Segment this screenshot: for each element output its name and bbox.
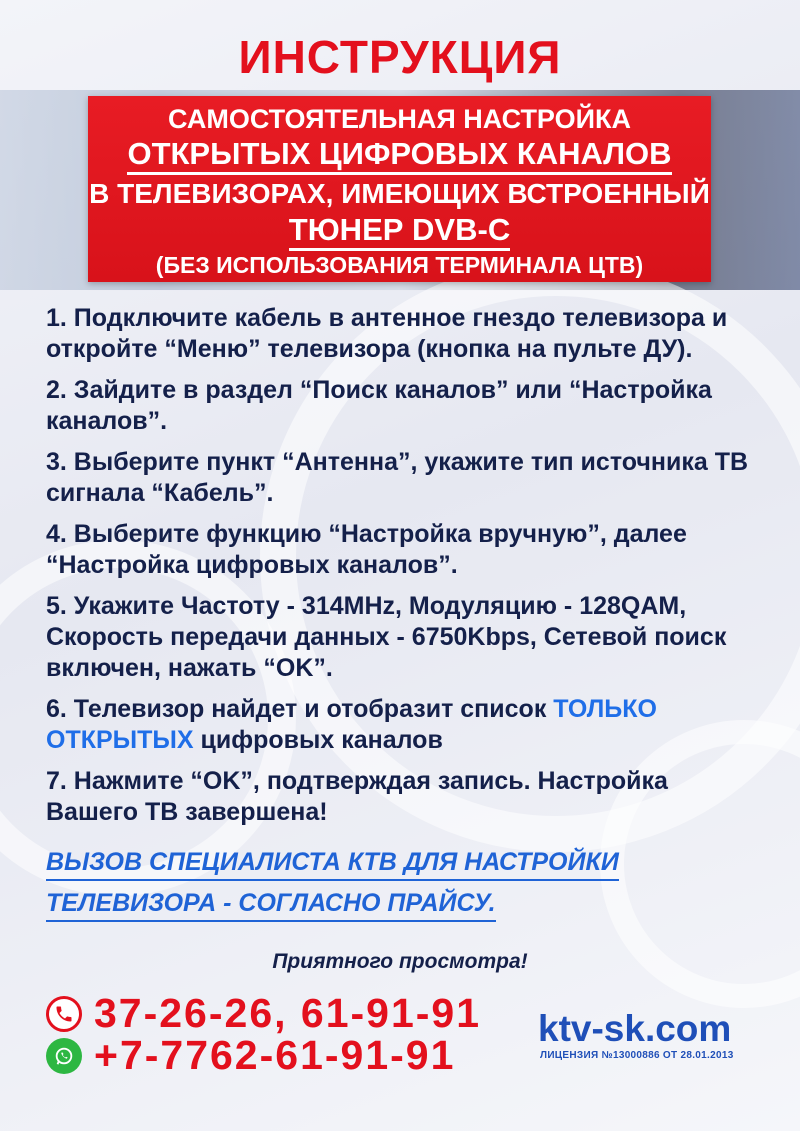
banner-line-1: САМОСТОЯТЕЛЬНАЯ НАСТРОЙКА	[168, 104, 631, 134]
highlight-open-channels: ТОЛЬКО ОТКРЫТЫХ	[46, 695, 657, 754]
phone-icon	[46, 996, 82, 1032]
banner-line-4: ТЮНЕР DVB-C	[88, 212, 711, 248]
step-1: 1. Подключите кабель в антенное гнездо телевизора и откройте “Меню” телевизора (кнопка на пульте ДУ).	[46, 304, 728, 363]
step-4: 4. Выберите функцию “Настройка вручную”, далее “Настройка цифровых каналов”.	[46, 520, 687, 579]
closing-wish: Приятного просмотра!	[272, 950, 528, 973]
banner-line-5: (БЕЗ ИСПОЛЬЗОВАНИЯ ТЕРМИНАЛА ЦТВ)	[155, 252, 644, 278]
banner-line-2: ОТКРЫТЫХ ЦИФРОВЫХ КАНАЛОВ	[88, 136, 711, 172]
cta-line-1: ВЫЗОВ СПЕЦИАЛИСТА КТВ ДЛЯ НАСТРОЙКИ	[46, 848, 619, 881]
website-link[interactable]: ktv-sk.com	[538, 1008, 732, 1049]
step-6: 6. Телевизор найдет и отобразит список ТОЛЬКО ОТКРЫТЫХ цифровых каналов	[46, 695, 657, 754]
page-title: ИНСТРУКЦИЯ	[238, 31, 562, 83]
step-5: 5. Укажите Частоту - 314MHz, Модуляцию - 128QAM, Скорость передачи данных - 6750Kbps, Сетевой поиск включен, нажать “OK”.	[46, 592, 727, 682]
step-3: 3. Выберите пункт “Антенна”, укажите тип источника ТВ сигнала “Кабель”.	[46, 448, 749, 507]
whatsapp-number[interactable]: +7-7762-61-91-91	[94, 1032, 456, 1078]
phone-contact[interactable]	[46, 990, 481, 1037]
whatsapp-icon	[46, 1038, 82, 1074]
license-text: ЛИЦЕНЗИЯ №13000886 ОТ 28.01.2013	[540, 1050, 734, 1061]
step-2: 2. Зайдите в раздел “Поиск каналов” или “Настройка каналов”.	[46, 376, 712, 435]
whatsapp-contact[interactable]	[46, 1032, 455, 1079]
step-7: 7. Нажмите “OK”, подтверждая запись. Настройка Вашего ТВ завершена!	[46, 767, 668, 826]
specialist-call-notice	[46, 848, 766, 930]
instruction-steps	[46, 303, 766, 838]
cta-line-2: ТЕЛЕВИЗОРА - СОГЛАСНО ПРАЙСУ.	[46, 889, 496, 922]
title-banner	[88, 96, 711, 282]
phone-numbers[interactable]: 37-26-26, 61-91-91	[94, 990, 482, 1036]
banner-line-3: В ТЕЛЕВИЗОРАХ, ИМЕЮЩИХ ВСТРОЕННЫЙ	[89, 178, 710, 209]
